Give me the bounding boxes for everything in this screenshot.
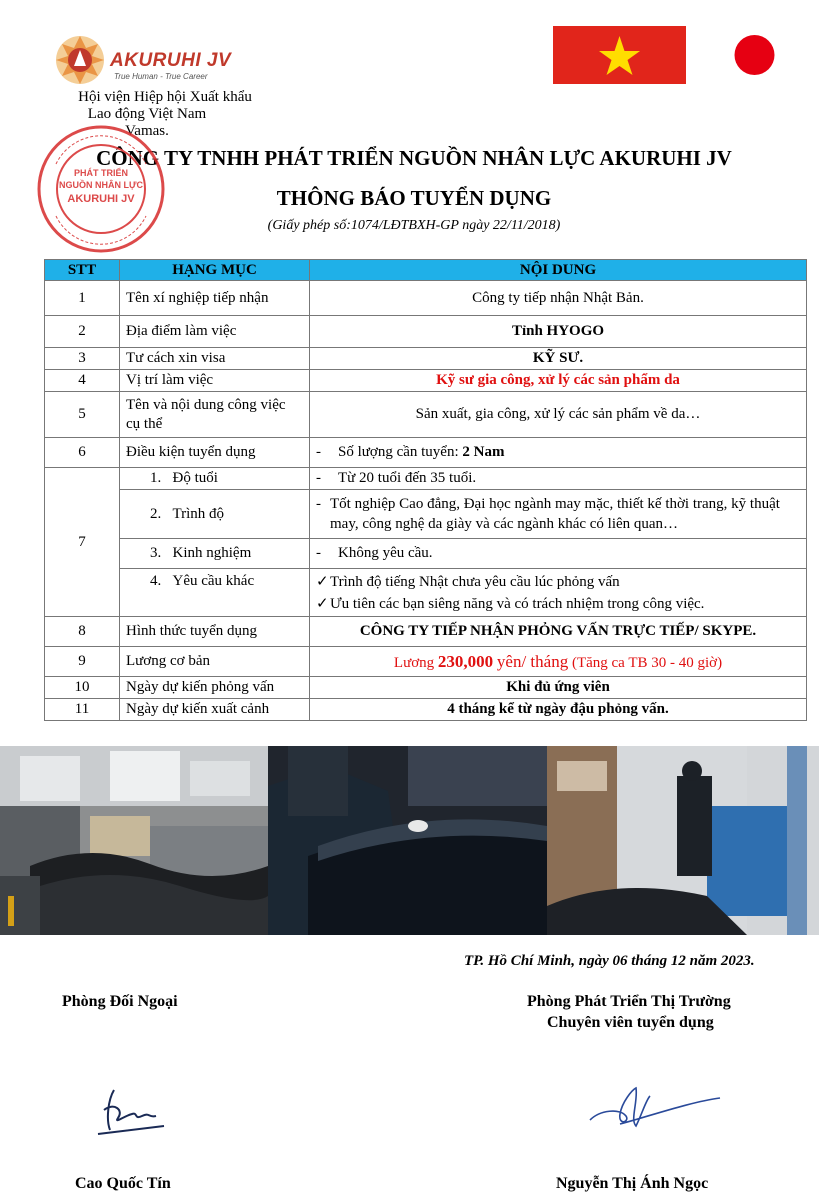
header-item: HẠNG MỤC bbox=[120, 260, 310, 281]
dash-mark: - bbox=[316, 470, 321, 486]
license-line: (Giấy phép số:1074/LĐTBXH-GP ngày 22/11/2018) bbox=[267, 218, 561, 233]
table-row bbox=[45, 539, 807, 569]
table-header-row bbox=[45, 260, 807, 281]
row-stt: 5 bbox=[45, 392, 120, 438]
right-job-title: Chuyên viên tuyển dụng bbox=[547, 1014, 714, 1031]
table-row bbox=[45, 569, 807, 617]
logo-name: AKURUHI JV bbox=[110, 50, 232, 71]
row-content bbox=[310, 647, 807, 677]
quantity-prefix: Số lượng cần tuyển: bbox=[338, 444, 459, 460]
association-line-2: Lao động Việt Nam Vamas. bbox=[87, 106, 207, 139]
check-icon: ✓ bbox=[316, 595, 329, 612]
row-content: Công ty tiếp nhận Nhật Bản. bbox=[310, 281, 807, 316]
left-department: Phòng Đối Ngoại bbox=[62, 993, 178, 1010]
row-item: Ngày dự kiến xuất cảnh bbox=[120, 699, 310, 721]
table-row bbox=[45, 316, 807, 348]
factory-photo-1-image bbox=[0, 746, 268, 935]
header-stt: STT bbox=[45, 260, 120, 281]
logo-emblem-icon bbox=[52, 30, 112, 90]
row-content bbox=[310, 490, 807, 539]
header-content: NỘI DUNG bbox=[310, 260, 807, 281]
check-icon: ✓ bbox=[316, 573, 329, 590]
experience-content: Không yêu cầu. bbox=[338, 545, 433, 561]
company-stamp bbox=[36, 124, 166, 254]
dash-mark: - bbox=[316, 496, 321, 512]
table-row bbox=[45, 677, 807, 699]
company-logo bbox=[52, 30, 232, 90]
vietnam-flag bbox=[553, 26, 686, 84]
row-content: Kỹ sư gia công, xử lý các sản phẩm da bbox=[310, 370, 807, 392]
sub-number: 3. bbox=[150, 545, 162, 561]
row-item: Tên xí nghiệp tiếp nhận bbox=[120, 281, 310, 316]
other-content-2: Ưu tiên các bạn siêng năng và có trách nhiệm trong công việc. bbox=[330, 595, 705, 612]
right-signature bbox=[580, 1080, 730, 1135]
salary-prefix: Lương bbox=[393, 654, 435, 671]
dash-mark: - bbox=[316, 444, 321, 460]
sub-number: 2. bbox=[150, 505, 162, 522]
factory-photo-3 bbox=[547, 746, 819, 935]
row-content bbox=[310, 468, 807, 490]
row-stt: 8 bbox=[45, 617, 120, 647]
sub-name: Độ tuổi bbox=[172, 470, 218, 486]
row-item bbox=[120, 490, 310, 539]
row-stt: 2 bbox=[45, 316, 120, 348]
sub-number: 1. bbox=[150, 470, 162, 486]
left-signer-name: Cao Quốc Tín bbox=[75, 1175, 171, 1192]
row-item: Ngày dự kiến phỏng vấn bbox=[120, 677, 310, 699]
company-title: CÔNG TY TNHH PHÁT TRIỂN NGUỒN NHÂN LỰC AKURUHI JV bbox=[96, 146, 732, 170]
left-signature bbox=[94, 1080, 174, 1140]
table-row bbox=[45, 699, 807, 721]
table-row bbox=[45, 348, 807, 370]
other-content-1: Trình độ tiếng Nhật chưa yêu cầu lúc phỏng vấn bbox=[330, 573, 620, 590]
factory-photo-1 bbox=[0, 746, 268, 935]
signature-icon bbox=[580, 1080, 730, 1135]
row-item: Điều kiện tuyển dụng bbox=[120, 438, 310, 468]
row-item: Hình thức tuyển dụng bbox=[120, 617, 310, 647]
table-row bbox=[45, 468, 807, 490]
row-stt: 7 bbox=[45, 468, 120, 617]
row-stt: 3 bbox=[45, 348, 120, 370]
row-item bbox=[120, 569, 310, 617]
row-item: Lương cơ bản bbox=[120, 647, 310, 677]
row-item: Địa điểm làm việc bbox=[120, 316, 310, 348]
row-item: Tên và nội dung công việc cụ thể bbox=[120, 392, 310, 438]
sub-number: 4. bbox=[150, 573, 162, 589]
age-content: Từ 20 tuổi đến 35 tuổi. bbox=[338, 470, 477, 486]
dash-mark: - bbox=[316, 545, 321, 561]
row-content: 4 tháng kể từ ngày đậu phỏng vấn. bbox=[310, 699, 807, 721]
stamp-icon bbox=[36, 124, 166, 254]
notice-title: THÔNG BÁO TUYỂN DỤNG bbox=[276, 186, 552, 210]
row-content bbox=[310, 539, 807, 569]
signature-icon bbox=[94, 1080, 174, 1140]
factory-photo-2-image bbox=[268, 746, 547, 935]
row-item bbox=[120, 539, 310, 569]
table-row bbox=[45, 490, 807, 539]
row-item: Vị trí làm việc bbox=[120, 370, 310, 392]
sub-name: Yêu cầu khác bbox=[172, 573, 255, 589]
recruitment-table bbox=[44, 259, 807, 721]
row-stt: 10 bbox=[45, 677, 120, 699]
row-content: Tỉnh HYOGO bbox=[310, 316, 807, 348]
salary-amount: 230,000 bbox=[437, 651, 494, 671]
association-line-1: Hội viện Hiệp hội Xuất khẩu bbox=[78, 89, 252, 105]
row-stt: 6 bbox=[45, 438, 120, 468]
row-stt: 9 bbox=[45, 647, 120, 677]
right-signer-name: Nguyễn Thị Ánh Ngọc bbox=[556, 1175, 709, 1192]
quantity-value: 2 Nam bbox=[462, 444, 505, 460]
table-row bbox=[45, 392, 807, 438]
svg-text:PHÁT TRIỂN: PHÁT TRIỂN bbox=[74, 168, 128, 178]
row-item bbox=[120, 468, 310, 490]
vietnam-flag-icon bbox=[553, 26, 686, 84]
japan-flag-icon bbox=[688, 26, 821, 84]
row-content: Sản xuất, gia công, xử lý các sản phẩm về da… bbox=[310, 392, 807, 438]
japan-flag bbox=[688, 26, 821, 84]
factory-photo-2 bbox=[268, 746, 547, 935]
row-content bbox=[310, 569, 807, 617]
factory-photo-3-image bbox=[547, 746, 819, 935]
table-row bbox=[45, 281, 807, 316]
svg-text:AKURUHI JV: AKURUHI JV bbox=[67, 193, 135, 205]
sub-name: Kinh nghiệm bbox=[172, 545, 252, 561]
table-row bbox=[45, 370, 807, 392]
logo-tagline: True Human - True Career bbox=[114, 72, 208, 81]
row-stt: 4 bbox=[45, 370, 120, 392]
table-row bbox=[45, 647, 807, 677]
table-row bbox=[45, 438, 807, 468]
svg-text:NGUỒN NHÂN LỰC: NGUỒN NHÂN LỰC bbox=[59, 180, 143, 190]
sub-name: Trình độ bbox=[172, 505, 225, 522]
row-item: Tư cách xin visa bbox=[120, 348, 310, 370]
education-content: Tốt nghiệp Cao đẳng, Đại học ngành may mặc, thiết kế thời trang, kỹ thuật may, công nghệ da giày và các ngành khác có liên quan… bbox=[330, 496, 780, 532]
row-content: KỸ SƯ. bbox=[310, 348, 807, 370]
row-stt: 1 bbox=[45, 281, 120, 316]
right-department: Phòng Phát Triển Thị Trường bbox=[527, 993, 731, 1010]
row-content: Khi đủ ứng viên bbox=[310, 677, 807, 699]
salary-note: (Tăng ca TB 30 - 40 giờ) bbox=[571, 654, 723, 671]
row-content: CÔNG TY TIẾP NHẬN PHỎNG VẤN TRỰC TIẾP/ SKYPE. bbox=[310, 617, 807, 647]
table-row bbox=[45, 617, 807, 647]
date-line: TP. Hồ Chí Minh, ngày 06 tháng 12 năm 2023. bbox=[464, 953, 755, 969]
row-stt: 11 bbox=[45, 699, 120, 721]
row-content bbox=[310, 438, 807, 468]
salary-unit: yên/ tháng bbox=[496, 651, 569, 671]
